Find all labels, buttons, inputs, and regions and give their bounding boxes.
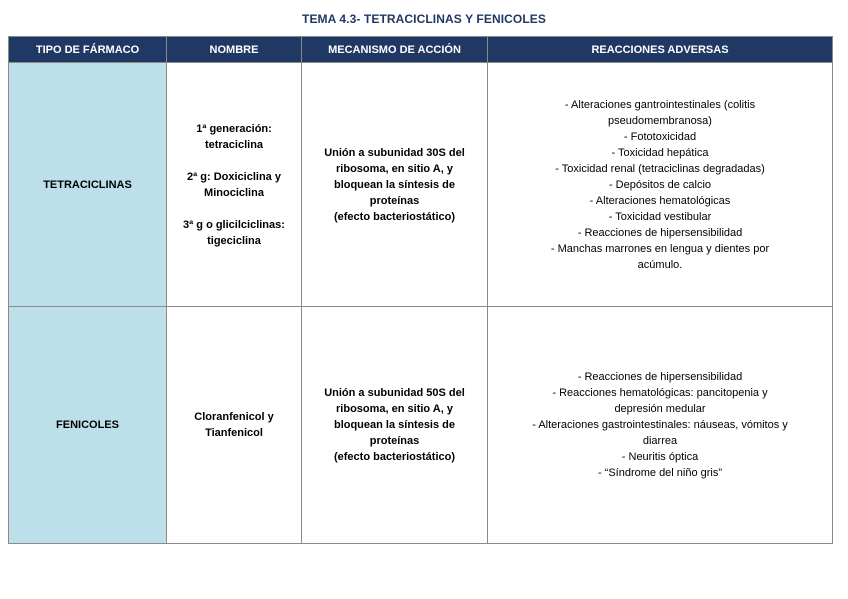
- header-row: [9, 37, 833, 63]
- list-item: - Toxicidad vestibular: [608, 210, 712, 223]
- list-item: - Toxicidad hepática: [611, 146, 709, 159]
- mechanism-line: ribosoma, en sitio A, y: [336, 403, 453, 415]
- mechanism-line: proteínas: [369, 435, 420, 447]
- spacer: [171, 153, 297, 169]
- list-item: - Alteraciones gantrointestinales (colitis: [564, 98, 756, 111]
- drug-name-line: Tianfenicol: [205, 427, 263, 439]
- mechanism-cell: [302, 63, 488, 307]
- list-item: pseudomembranosa): [608, 114, 712, 127]
- spacer: [171, 201, 297, 217]
- drug-name-line: tigeciclina: [207, 234, 261, 247]
- adverse-reactions-list: [492, 369, 828, 481]
- list-item: - Depósitos de calcio: [608, 178, 712, 191]
- table-row-tetraciclinas: [9, 63, 833, 307]
- list-item: - Reacciones de hipersensibilidad: [577, 371, 743, 383]
- list-item: - Reacciones de hipersensibilidad: [577, 226, 743, 239]
- list-item: depresión medular: [614, 403, 706, 415]
- list-item: - Alteraciones hematológicas: [589, 194, 731, 207]
- mechanism-line: ribosoma, en sitio A, y: [336, 162, 453, 175]
- drug-name-line: tetraciclina: [204, 138, 264, 151]
- list-item: - Fototoxicidad: [623, 130, 697, 143]
- mechanism-line: bloquean la síntesis de: [333, 419, 456, 431]
- list-item: - Manchas marrones en lengua y dientes por: [550, 242, 770, 255]
- drug-name-line: 3ª g o glicilciclinas:: [183, 218, 285, 231]
- adverse-reactions-cell: [488, 63, 833, 307]
- mechanism-line: proteínas: [369, 194, 420, 207]
- page-title: TEMA 4.3- TETRACICLINAS Y FENICOLES: [302, 12, 546, 26]
- drug-name-line: Minociclina: [204, 186, 264, 199]
- mechanism-line: (efecto bacteriostático): [333, 451, 456, 463]
- list-item: - Reacciones hematológicas: pancitopenia y: [552, 387, 768, 399]
- list-item: - “Síndrome del niño gris”: [597, 467, 723, 479]
- header-name: NOMBRE: [167, 37, 302, 63]
- drug-name-line: 1ª generación:: [196, 122, 272, 135]
- adverse-reactions-cell: [488, 307, 833, 544]
- drug-type-cell: TETRACICLINAS: [9, 63, 167, 307]
- list-item: diarrea: [642, 435, 678, 447]
- drug-name-line: 2ª g: Doxiciclina y: [187, 170, 281, 183]
- mechanism-cell: [302, 307, 488, 544]
- drug-names-cell: [167, 307, 302, 544]
- drug-table: [8, 36, 833, 544]
- drug-names-cell: [167, 63, 302, 307]
- table-row-fenicoles: [9, 307, 833, 544]
- adverse-reactions-list: [492, 97, 828, 273]
- header-adverse-reactions: REACCIONES ADVERSAS: [488, 37, 833, 63]
- list-item: - Alteraciones gastrointestinales: náuseas, vómitos y: [532, 419, 788, 431]
- header-mechanism: MECANISMO DE ACCIÓN: [302, 37, 488, 63]
- mechanism-line: (efecto bacteriostático): [333, 210, 456, 223]
- drug-type-cell: FENICOLES: [9, 307, 167, 544]
- mechanism-line: bloquean la síntesis de: [333, 178, 456, 191]
- mechanism-line: Unión a subunidad 50S del: [324, 387, 465, 399]
- list-item: - Toxicidad renal (tetraciclinas degradadas): [555, 162, 765, 175]
- mechanism-line: Unión a subunidad 30S del: [324, 146, 465, 159]
- drug-name-line: Cloranfenicol y: [194, 411, 274, 423]
- list-item: - Neuritis óptica: [621, 451, 699, 463]
- list-item: acúmulo.: [637, 258, 683, 271]
- header-drug-type: TIPO DE FÁRMACO: [9, 37, 167, 63]
